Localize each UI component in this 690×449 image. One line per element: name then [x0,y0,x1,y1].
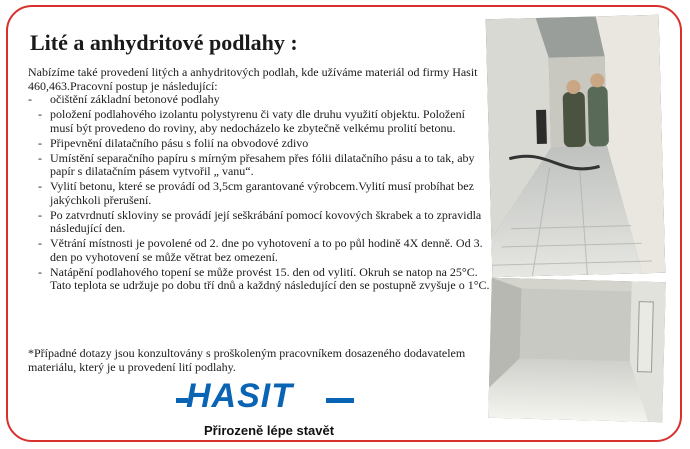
list-item: - Připevnění dilatačního pásu s folií na obvodové zdivo [38,135,309,150]
photo-workers-pouring [486,15,666,277]
list-item: - Větrání místnosti je povolené od 2. dne po vyhotovení a to po půl hodině 4X denně. Od 3. den po vyhotovení se může větrat bez omezení. [38,236,483,264]
list-item: - Vylití betonu, které se provádí od 3,5cm garantované výrobcem.Vylití musí probíhat bez jakýchkoli přerušení. [38,179,474,207]
list-item: - očištění základní betonové podlahy [28,92,220,106]
logo-brand: HASIT [186,377,293,415]
logo-slogan: Přirozeně lépe stavět [204,423,335,438]
list-item: - Umístění separačního papíru s mírným přesahem přes fólii dilatačního pásu a to tak, aby papír s dilatačním pásem vytvořil „ vanu“. [38,150,475,178]
page-title: Lité a anhydritové podlahy : [30,30,298,55]
list-item: - Natápění podlahového topení se může provést 15. den od vylití. Okruh se natop na 25°C. Tato teplota se udržuje po dobu tří dnů a každný následující den se postupně zvyšuje o 1°C. [38,264,490,292]
intro-paragraph: Nabízíme také provedení litých a anhydritových podlah, kde užíváme materiál od firmy Hasit 460,463.Pracovní postup je následující: [28,65,478,93]
logo-bar-right [326,398,354,403]
list-item: - Po zatvrdnutí skloviny se provádí její seškrábání pomocí kovových škrabek a to zpravidla následující den. [38,207,482,235]
procedure-list [28,93,490,294]
hasit-logo [176,376,356,442]
photo-finished-floor [488,278,666,423]
list-item: - položení podlahového izolantu polystyrenu či vaty dle druhu využití objektu. Položení musí být provedeno do roviny, aby nedocházelo ke zbytečně velkému prolití betonu. [38,107,465,135]
footnote: *Případné dotazy jsou konzultovány s proškoleným pracovníkem dosazeného dodavatelem materiálu, který je u provedení lití podlahy. [28,346,466,374]
